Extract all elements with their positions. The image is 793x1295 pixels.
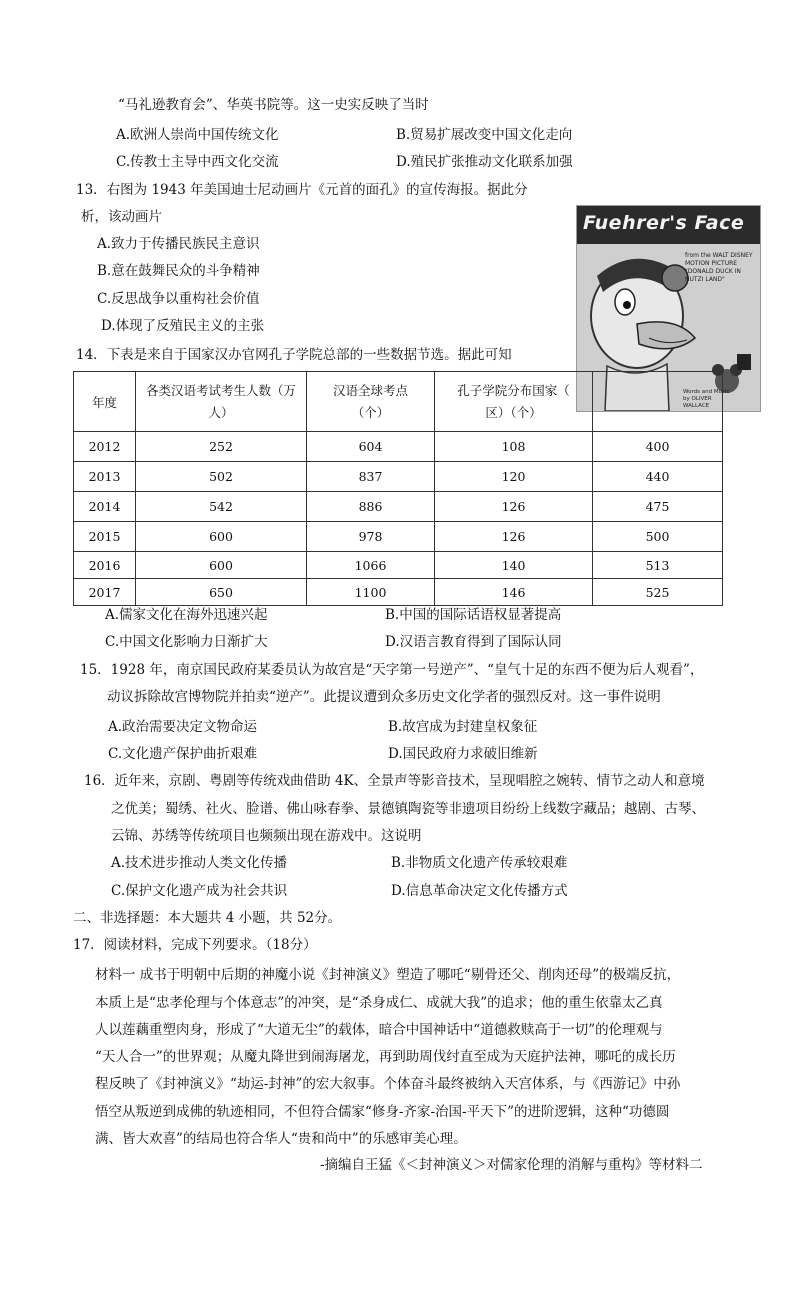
cell-institutes: 475 xyxy=(593,492,723,522)
table-row xyxy=(74,552,723,579)
q17-material-line: “天人合一”的世界观；从魔丸降世到闹海屠龙，再到助周伐纣直至成为天庭护法神，哪吒的成长历 xyxy=(95,1049,676,1065)
q17-material-line: 人以莲藕重塑肉身，形成了“大道无尘”的载体，暗合中国神话中“道德救赎高于一切”的伦理观与 xyxy=(95,1022,663,1038)
cell-institutes: 525 xyxy=(593,579,723,606)
q17-material-line: 程反映了《封神演义》“劫运-封神”的宏大叙事。个体奋斗最终被纳入天宫体系，与《西游记》中孙 xyxy=(95,1076,681,1092)
q12-option-d: D.殖民扩张推动文化联系加强 xyxy=(396,154,573,170)
cell-test-centers: 837 xyxy=(307,462,435,492)
q14-option-a: A.儒家文化在海外迅速兴起 xyxy=(105,607,268,623)
header-countries-line2: 区）（个） xyxy=(485,404,542,420)
cell-year: 2015 xyxy=(74,522,136,552)
cell-countries: 120 xyxy=(435,462,593,492)
q15-option-c: C.文化遗产保护曲折艰难 xyxy=(108,746,258,762)
q12-option-a: A.欧洲人崇尚中国传统文化 xyxy=(116,127,279,143)
cell-test-centers: 1066 xyxy=(307,552,435,579)
cell-year: 2013 xyxy=(74,462,136,492)
header-countries xyxy=(435,372,593,432)
table-row xyxy=(74,462,723,492)
q17-source-citation: -摘编自王猛《＜封神演义＞对儒家伦理的消解与重构》等材料二 xyxy=(320,1157,703,1173)
cell-institutes: 400 xyxy=(593,432,723,462)
q17-material-line: 满、皆大欢喜”的结局也符合华人“贵和尚中”的乐感审美心理。 xyxy=(95,1131,467,1147)
cell-examinees: 252 xyxy=(136,432,307,462)
q12-option-b: B.贸易扩展改变中国文化走向 xyxy=(396,127,573,143)
header-test-centers-line2: （个） xyxy=(351,404,390,420)
cell-examinees: 502 xyxy=(136,462,307,492)
q17-stem: 17．阅读材料，完成下列要求。（18分） xyxy=(73,937,317,953)
cell-institutes: 513 xyxy=(593,552,723,579)
table-row xyxy=(74,432,723,462)
poster-subtitle: from the WALT DISNEY MOTION PICTURE "DONALD DUCK IN NUTZI LAND" xyxy=(685,252,753,283)
cell-examinees: 542 xyxy=(136,492,307,522)
q16-option-c: C.保护文化遗产成为社会共识 xyxy=(111,883,288,899)
table-header-row xyxy=(74,372,723,432)
q15-option-d: D.国民政府力求破旧维新 xyxy=(388,746,538,762)
confucius-institute-table xyxy=(73,371,723,606)
cell-countries: 126 xyxy=(435,492,593,522)
cell-examinees: 650 xyxy=(136,579,307,606)
q12-option-c: C.传教士主导中西文化交流 xyxy=(116,154,279,170)
q17-material-line: 悟空从叛逆到成佛的轨迹相同，不但符合儒家“修身-齐家-治国-平天下”的进阶逻辑，这种“功德圆 xyxy=(95,1104,670,1120)
q16-stem-line1: 16．近年来，京剧、粤剧等传统戏曲借助 4K、全景声等影音技术，呈现唱腔之婉转、情节之动人和意境 xyxy=(84,773,705,789)
cell-test-centers: 604 xyxy=(307,432,435,462)
cell-countries: 126 xyxy=(435,522,593,552)
table-row xyxy=(74,579,723,606)
q13-stem-line2: 析，该动画片 xyxy=(81,209,162,225)
q13-option-d: D.体现了反殖民主义的主张 xyxy=(101,318,265,334)
q13-option-a: A.致力于传播民族民主意识 xyxy=(97,236,260,252)
poster-title: Fuehrer's Face xyxy=(583,212,745,234)
table-row xyxy=(74,522,723,552)
cell-examinees: 600 xyxy=(136,522,307,552)
header-examinees xyxy=(136,372,307,432)
header-examinees-line2: 人） xyxy=(208,404,234,420)
q13-stem-line1: 13．右图为 1943 年美国迪士尼动画片《元首的面孔》的宣传海报。据此分 xyxy=(76,182,528,198)
cell-year: 2017 xyxy=(74,579,136,606)
q15-option-a: A.政治需要决定文物命运 xyxy=(108,719,258,735)
q17-material-line: 本质上是“忠孝伦理与个体意志”的冲突，是“杀身成仁、成就大我”的追求；他的重生依靠太乙真 xyxy=(95,995,663,1011)
cell-year: 2016 xyxy=(74,552,136,579)
header-year: 年度 xyxy=(74,372,136,432)
header-test-centers xyxy=(307,372,435,432)
header-test-centers-line1: 汉语全球考点 xyxy=(332,382,408,398)
poster-credit: Words and Music by OLIVER WALLACE xyxy=(683,389,730,409)
header-countries-line1: 孔子学院分布国家（ xyxy=(457,382,570,398)
q12-stem-tail: “马礼逊教育会”、华英书院等。这一史实反映了当时 xyxy=(118,97,429,113)
q15-option-b: B.故宫成为封建皇权象征 xyxy=(388,719,538,735)
q15-stem-line1: 15．1928 年，南京国民政府某委员认为故宫是“天字第一号逆产”、“皇气十足的东西不便为后人观看”， xyxy=(80,662,704,678)
q13-option-c: C.反思战争以重构社会价值 xyxy=(97,291,260,307)
header-institutes xyxy=(593,372,723,432)
cell-countries: 108 xyxy=(435,432,593,462)
cell-test-centers: 978 xyxy=(307,522,435,552)
q14-option-c: C.中国文化影响力日渐扩大 xyxy=(105,634,268,650)
q16-stem-line3: 云锦、苏绣等传统项目也频频出现在游戏中。这说明 xyxy=(111,828,422,844)
q16-option-a: A.技术进步推动人类文化传播 xyxy=(111,855,288,871)
cell-test-centers: 1100 xyxy=(307,579,435,606)
cell-countries: 140 xyxy=(435,552,593,579)
cell-institutes: 500 xyxy=(593,522,723,552)
q13-option-b: B.意在鼓舞民众的斗争精神 xyxy=(97,263,260,279)
q16-stem-line2: 之优美；蜀绣、社火、脸谱、佛山咏春拳、景德镇陶瓷等非遗项目纷纷上线数字藏品；越剧、古琴、 xyxy=(111,801,705,817)
q14-option-d: D.汉语言教育得到了国际认同 xyxy=(385,634,562,650)
cell-year: 2012 xyxy=(74,432,136,462)
cell-year: 2014 xyxy=(74,492,136,522)
q16-option-b: B.非物质文化遗产传承较艰难 xyxy=(391,855,568,871)
header-examinees-line1: 各类汉语考试考生人数（万 xyxy=(145,382,296,398)
q17-material-line: 材料一 成书于明朝中后期的神魔小说《封神演义》塑造了哪吒“剔骨还父、削肉还母”的极端反抗， xyxy=(95,967,681,983)
cell-test-centers: 886 xyxy=(307,492,435,522)
q16-option-d: D.信息革命决定文化传播方式 xyxy=(391,883,568,899)
cell-institutes: 440 xyxy=(593,462,723,492)
q14-option-b: B.中国的国际话语权显著提高 xyxy=(385,607,562,623)
cell-countries: 146 xyxy=(435,579,593,606)
cell-examinees: 600 xyxy=(136,552,307,579)
q15-stem-line2: 动议拆除故宫博物院并拍卖“逆产”。此提议遭到众多历史文化学者的强烈反对。这一事件说明 xyxy=(107,689,661,705)
table-row xyxy=(74,492,723,522)
section-two-heading: 二、非选择题：本大题共 4 小题，共 52分。 xyxy=(73,910,342,926)
q14-stem: 14．下表是来自于国家汉办官网孔子学院总部的一些数据节选。据此可知 xyxy=(76,347,512,363)
